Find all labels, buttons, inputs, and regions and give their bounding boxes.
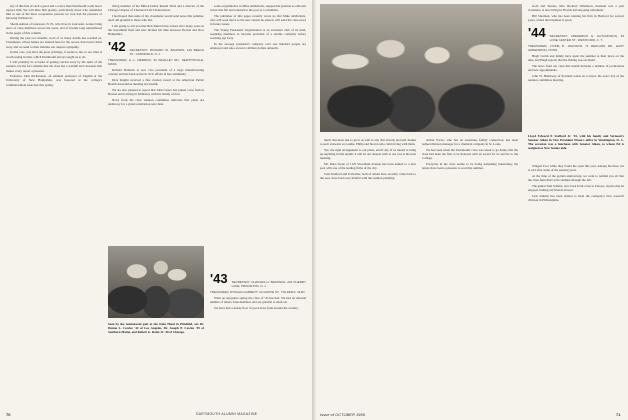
class-photo — [108, 246, 204, 318]
paragraph: some acquaintance as Mike deMorlette, stepped his position as editorial writer this fall and returned to his post as a columnist. — [210, 4, 306, 13]
right-column-2 — [422, 138, 518, 404]
paragraph: We are also pleased to report that John Cleary has joined a law firm in Boston and is living in Wellesley with his family of four. — [108, 87, 204, 97]
right-column-1 — [320, 138, 416, 404]
class-44-heading — [528, 26, 624, 43]
right-page — [316, 0, 628, 420]
page-footer — [6, 412, 10, 417]
paragraph: Tom Stanford and Ed Keller, both of whom have recently come back to the area, have been very helpful with the reunion planning. — [320, 171, 416, 181]
paragraph: Gold and Tassels, Mrs. Richard Wilkinson, husband was a past classmate, is now living in Florida and enjoying retirement. — [528, 4, 624, 13]
paragraph: living member of the Milton Dollar Round Table and a director of the Chicago Chapter of Chartered Life Underwriters. — [108, 4, 204, 13]
paragraph: Everyone in the class seems to be doing something interesting; the letters have been a pleasure to read this summer. — [422, 161, 518, 171]
paragraph: Dick Knight received a fine citation award at the American Public Health Association meeting last month. — [108, 77, 204, 87]
paragraph: Richard Baldwin is now vice president of a large manufacturing concern and has been active in civic affairs in his community. — [108, 68, 204, 77]
paragraph: sity of this line of such a good and a scarce man Dartmouth could never replace him. We will miss him greatly, particularly those who remember him as one of the most cooperative persons we ever had the pleasure of knowing in Hanover. — [6, 4, 102, 21]
class-year: '42 — [108, 39, 126, 55]
paragraph: In that case, you have the great privilege, it seems to me, to see what is worth seeing in men, which Dartmouth always taught us to do. — [6, 50, 102, 59]
left-column-1 — [6, 4, 102, 408]
photo-caption: Lloyd Edward P. Stafford Jr. '43, with his family and Vermont's Senator Aiken in Vice President Nixon's office in Washington, D. C. The occasion was a luncheon with Senator Aiken, to whom Ed is assigned as New Senate aide. — [528, 134, 624, 151]
paragraph: Arthur Porter, who has an enormous family connection, has been named division manager for a chemical company in St. Louis. — [422, 138, 518, 147]
paragraph: Hugh Curtin and family have spent the summer at their place on the lake, and Hugh reports that the fishing was excellent. — [528, 54, 624, 63]
paragraph: In the average president's company over one hundred people are employed and sales exceed a million dollars annually. — [210, 42, 306, 51]
page-footer — [616, 412, 620, 417]
left-column-2 — [108, 4, 204, 408]
paragraph: The Young Presidents' Organization is an exclusive club of its kind, requiring members to become president of a sizable company before reaching age forty. — [210, 27, 306, 41]
right-column-4 — [528, 164, 624, 404]
class-treasurer: TREASURER, LYNNE R. JOHNSON, 71 REDLAND RD., EAST GREENWICH, CONN. — [528, 43, 624, 52]
paragraph: What an enjoyable spring the class of '43 has had. We had an unusual number of letters from members and are grateful to them all. — [210, 295, 306, 305]
paragraph: We had seen when the 'Dartmouth' crew was about to go home, that the class had been the first to be honored with an award for its service to the College. — [422, 147, 518, 161]
paragraph: much that must rise to grow as well as any that already prevails, thanks to such stalwarts as Laddie, Philip and Steven who claim living with them. — [320, 138, 416, 147]
paragraph: Mr. Dana Stone of 1125 Woodland Avenue has been named to a new post with one of the leading firms of the city. — [320, 161, 416, 171]
paragraph: The news from our class this month includes a number of promotions and new appointments. — [528, 63, 624, 73]
paragraph: At the time of the golden anniversary, we want to remind you all that the class fund drive will continue through the fall. — [528, 173, 624, 183]
senate-office-photo — [320, 4, 522, 132]
paragraph: We have had a steady flow of good news from around the country. — [214, 305, 299, 310]
paragraph: I will probably be accused of getting carried away by the spirit of the reunion, but the fact remains that the class has a warmth and closeness that makes every report a pleasure. — [6, 60, 102, 73]
class-42-heading — [108, 40, 204, 57]
class-year: '43 — [210, 271, 228, 286]
magazine-name: DARTMOUTH ALUMNI MAGAZINE — [196, 412, 258, 416]
issue-label: Issue of OCTOBER 1959 — [320, 412, 365, 417]
paragraph: Yes, the rigid arrangement to our plans, and if any of us intend to bring up anything in this month, it will be our dearest wish to see you at the next meeting. — [320, 147, 416, 161]
paragraph: News from the class reunion committee indicates that plans are underway for a grand celebration next June. — [108, 97, 204, 106]
class-secretary: SECRETARY, RICHARD W. BALDWIN, 129 BEECH ST., CORNFIELD, N. J. — [129, 48, 204, 57]
left-page — [0, 0, 312, 420]
class-secretary: SECRETARY, FREDERICK E. HUTCHINSON, 36 LONE CENTER ST., WESTFORD, C. T. — [549, 34, 624, 43]
page-number: 70 — [6, 412, 11, 417]
page-number: 71 — [616, 412, 621, 417]
paragraph: During the past two months, word of so many deaths has reached us. Classmates, whose names are entered here for the record, have been called away and we send to their families our deepest sympathy. — [6, 36, 102, 49]
class-treasurer: TREASURER, H. L. MERRICK, 32 WHALLEY RD., NEWTONVILLE, MASS. — [108, 57, 204, 66]
paragraph: Professor John Richardson, an eminent professor of English at the University of New Hampshire, was honored at the college's commencement exercises this spring. — [6, 74, 102, 87]
paragraph: Bill Sherman, who has been running his firm in Hartford for several years, writes that business is good. — [528, 13, 624, 23]
class-43-heading — [210, 272, 306, 289]
paragraph: I am going to tell you that Bob Duncan has retired after many years in the investment field and now divides his time between Florida and New Hampshire. — [108, 23, 204, 37]
right-column-3 — [528, 4, 624, 132]
paragraph: The genial Tom Schultz, now back from a trip to Europe, reports that he enjoyed visiting old friends abroad. — [528, 183, 624, 192]
class-secretary: SECRETARY, CHARLES H. BRANNAN, 246 CHERRY LANE, PRINCETON, N. J. — [231, 280, 306, 288]
paragraph: I had hoped that some of my classmates would send notes this summer, and I am grateful to those who did. — [108, 13, 204, 23]
paragraph: Jack Jenkins has been named to head the company's new research division in Philadelphia. — [528, 193, 624, 202]
paragraph: Sherm Ashton of Lancaster, N. H., who lives in Lancaster. Letters bring news of class members across the years, and of friends long remembered in the pages of this column. — [6, 22, 102, 35]
paragraph: Winged Foot while they found the open this year. Among his three wit is told after some of the passing years. — [528, 164, 624, 173]
class-year: '44 — [528, 25, 546, 41]
left-column-3-lower — [210, 268, 306, 408]
paragraph: The publisher of this paper recently wrote us that Mike deMorlette, who will soon move to the new station he started, will send the class news in future issues. — [210, 13, 306, 27]
photo-caption: Seen by the reminiscent pair at the Oaks Hotel in Pittsfield, are Dr. Dunne L. Cowles '42 of Los Angeles, Dr. Joseph P. Cowles '39 of Southern Maine, and Robert G. Rohn Jr. '40 of Chicago. — [108, 322, 204, 335]
class-treasurer: TREASURER, DONALD GARRETT, 32 GROVE ST., TOLDEDO, OHIO — [210, 289, 305, 294]
paragraph: John W. Hathaway of Portland wants us to know the exact day of the reunion committee meeting. — [528, 73, 624, 82]
left-column-3 — [210, 4, 306, 214]
